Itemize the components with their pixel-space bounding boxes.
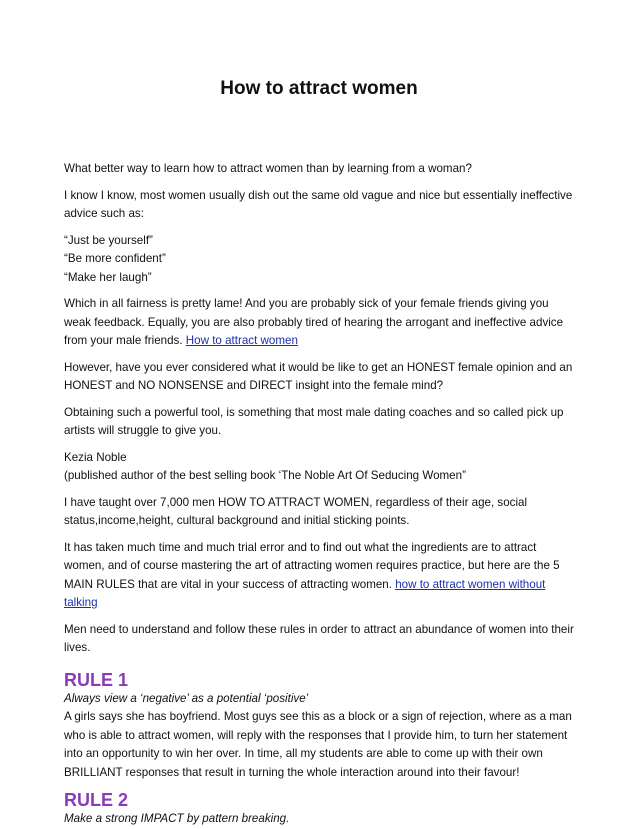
- author-description: (published author of the best selling book ‘The Noble Art Of Seducing Women”: [64, 469, 466, 482]
- quote-item: “Be more confident”: [64, 252, 166, 265]
- how-to-attract-women-link[interactable]: How to attract women: [185, 334, 298, 347]
- rule-heading: RULE 1: [64, 669, 129, 690]
- rule-heading: RULE 2: [64, 790, 129, 810]
- intro-paragraph: What better way to learn how to attract women than by learning from a woman?: [64, 162, 472, 175]
- taught-paragraph: I have taught over 7,000 men HOW TO ATTRACT WOMEN, regardless of their age, social status,income,height, cultural background and initial sticking points.: [64, 495, 528, 527]
- rule-2-section: [64, 790, 574, 829]
- rule-text: A girls says she has boyfriend. Most guys see this as a block or a sign of rejection, where as a man who is able to attract women, will reply with the responses that I provide him, to turn her statement into an opportunity to win her over. In time, all my students are able to come up with their own BRILLIANT responses that result in turning the whole interaction around into their favour!: [64, 710, 572, 779]
- main-rules-paragraph: [64, 539, 574, 613]
- advice-paragraph: I know I know, most women usually dish out the same old vague and nice but essentially ineffective advice such as:: [64, 188, 573, 220]
- document-title: How to attract women: [220, 78, 418, 99]
- paragraph-text: Which in all fairness is pretty lame! And you are probably sick of your female friends giving you weak feedback. Equally, you are also probably tired of hearing the arrogant and ineffective advice from your male friends.: [64, 297, 564, 347]
- quote-item: “Make her laugh”: [64, 270, 152, 284]
- honest-opinion-paragraph: However, have you ever considered what it would be like to get an HONEST female opinion and an HONEST and NO NONSENSE and DIRECT insight into the female mind?: [64, 360, 573, 392]
- rule-1-section: [64, 670, 574, 783]
- quotes-list: [64, 232, 574, 288]
- document-body: [64, 160, 574, 829]
- powerful-tool-paragraph: Obtaining such a powerful tool, is something that most male dating coaches and so called pick up artists will struggle to give you.: [64, 405, 564, 437]
- rule-subtitle: Always view a ‘negative’ as a potential ‘positive’: [64, 691, 309, 705]
- men-need-paragraph: Men need to understand and follow these rules in order to attract an abundance of women into their lives.: [64, 622, 574, 654]
- attract-without-talking-link[interactable]: how to attract women without talking: [64, 577, 546, 609]
- quote-item: “Just be yourself”: [64, 233, 153, 247]
- paragraph-text: It has taken much time and much trial error and to find out what the ingredients are to attract women, and of course mastering the art of attracting women requires practice, but here are the 5 MAIN RULES that are vital in your success of attracting women.: [64, 540, 560, 591]
- author-block: [64, 449, 574, 486]
- author-name: Kezia Noble: [64, 450, 127, 464]
- lame-advice-paragraph: [64, 295, 574, 351]
- rule-subtitle: Make a strong IMPACT by pattern breaking.: [64, 812, 290, 825]
